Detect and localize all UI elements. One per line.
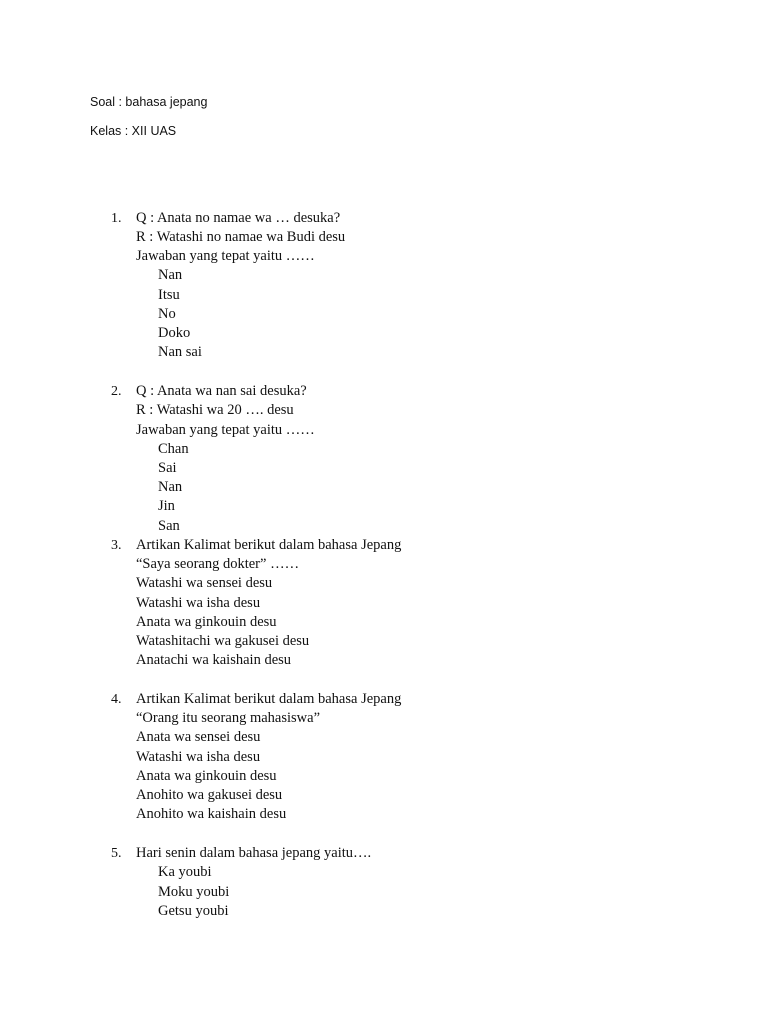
question-text: Anata wa sensei desu xyxy=(136,729,261,745)
question-text: Jawaban yang tepat yaitu …… xyxy=(136,248,315,264)
question-number: 5. xyxy=(111,846,122,861)
question-text: Anata wa ginkouin desu xyxy=(136,768,277,784)
answer-option: Nan sai xyxy=(158,344,202,360)
question-text: R : Watashi wa 20 …. desu xyxy=(136,402,294,418)
answer-option: Nan xyxy=(158,479,183,495)
question-text: Hari senin dalam bahasa jepang yaitu…. xyxy=(136,845,372,861)
answer-option: Moku youbi xyxy=(158,884,230,900)
question-number: 1. xyxy=(111,211,122,226)
question-text: Watashitachi wa gakusei desu xyxy=(136,633,310,649)
question-text: Artikan Kalimat berikut dalam bahasa Jepang xyxy=(136,537,402,553)
question-text: Anohito wa gakusei desu xyxy=(136,787,283,803)
subject-line: Soal : bahasa jepang xyxy=(90,95,208,109)
question-number: 2. xyxy=(111,384,122,399)
answer-option: Doko xyxy=(158,325,191,341)
class-line: Kelas : XII UAS xyxy=(90,124,177,138)
question-text: Watashi wa isha desu xyxy=(136,749,261,765)
question-text: “Saya seorang dokter” …… xyxy=(136,556,300,572)
answer-option: Ka youbi xyxy=(158,864,212,880)
answer-option: Getsu youbi xyxy=(158,903,229,919)
question-number: 4. xyxy=(111,692,122,707)
question-text: Anata wa ginkouin desu xyxy=(136,614,277,630)
question-text: “Orang itu seorang mahasiswa” xyxy=(136,710,321,726)
question-text: Watashi wa isha desu xyxy=(136,595,261,611)
answer-option: No xyxy=(158,306,176,322)
answer-option: Sai xyxy=(158,460,177,476)
answer-option: San xyxy=(158,518,180,534)
answer-option: Chan xyxy=(158,441,189,457)
question-text: Anohito wa kaishain desu xyxy=(136,806,287,822)
question-text: Q : Anata wa nan sai desuka? xyxy=(136,383,307,399)
question-text: Jawaban yang tepat yaitu …… xyxy=(136,422,315,438)
question-text: R : Watashi no namae wa Budi desu xyxy=(136,229,346,245)
answer-option: Nan xyxy=(158,267,183,283)
question-number: 3. xyxy=(111,538,122,553)
question-text: Q : Anata no namae wa … desuka? xyxy=(136,210,341,226)
question-text: Anatachi wa kaishain desu xyxy=(136,652,292,668)
question-text: Watashi wa sensei desu xyxy=(136,575,273,591)
question-text: Artikan Kalimat berikut dalam bahasa Jepang xyxy=(136,691,402,707)
answer-option: Jin xyxy=(158,498,175,514)
answer-option: Itsu xyxy=(158,287,180,303)
